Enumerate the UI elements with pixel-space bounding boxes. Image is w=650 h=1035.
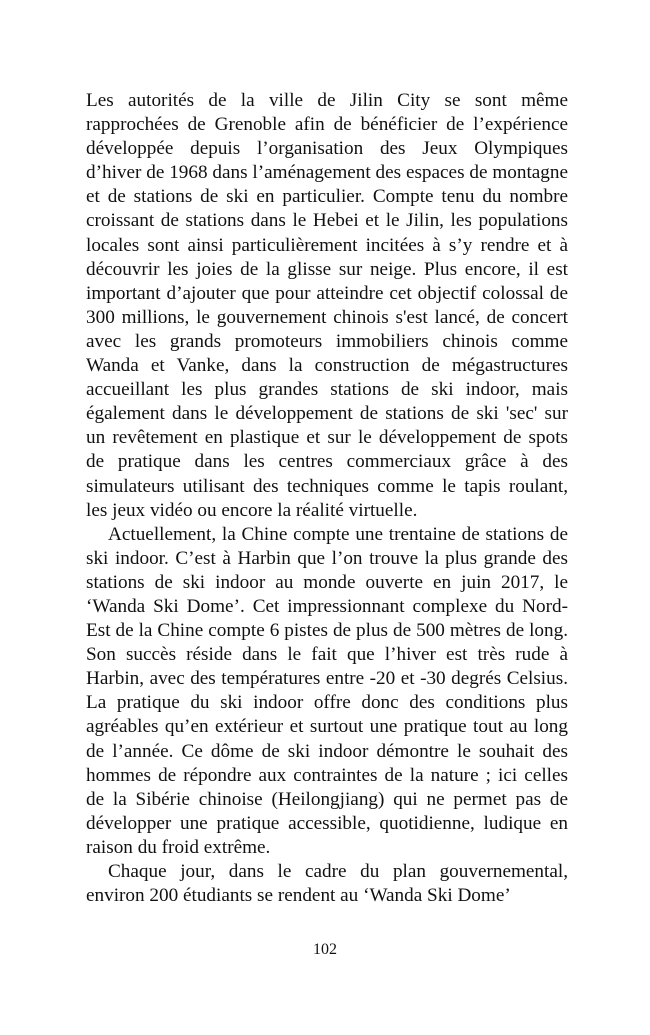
paragraph-indoor-stations: Actuellement, la Chine compte une trentaine de stations de ski indoor. C’est à Harbin que l’on trouve la plus grande des stations de ski indoor au monde ouverte en juin 2017, le ‘Wanda Ski Dome’. Cet impressionnant complexe du Nord-Est de la Chine compte 6 pistes de plus de 500 mètres de long. Son succès réside dans le fait que l’hiver est très rude à Harbin, avec des températures entre -20 et -30 degrés Celsius. La pratique du ski indoor offre donc des conditions plus agréables qu’en extérieur et surtout une pratique tout au long de l’année. Ce dôme de ski indoor démontre le souhait des hommes de répondre aux contraintes de la nature ; ici celles de la Sibérie chinoise (Heilongjiang) qui ne permet pas de développer une pratique accessible, quotidienne, ludique en raison du froid extrême. [86, 523, 568, 858]
paragraph-jilin-grenoble: Les autorités de la ville de Jilin City se sont même rapprochées de Grenoble afin de bénéficier de l’expérience développée depuis l’organisation des Jeux Olympiques d’hiver de 1968 dans l’aménagement des espaces de montagne et de stations de ski en particulier. Compte tenu du nombre croissant de stations dans le Hebei et le Jilin, les populations locales sont ainsi particulièrement incitées à s’y rendre et à découvrir les joies de la glisse sur neige. Plus encore, il est important d’ajouter que pour atteindre cet objectif colossal de 300 millions, le gouvernement chinois s'est lancé, de concert avec les grands promoteurs immobiliers chinois comme Wanda et Vanke, dans la construction de mégastructures accueillant les plus grandes stations de ski indoor, mais également dans le développement de stations de ski 'sec' sur un revêtement en plastique et sur le développement de spots de pratique dans les centres commerciaux grâce à des simulateurs utilisant des techniques comme le tapis roulant, les jeux vidéo ou encore la réalité virtuelle. [86, 90, 568, 521]
page-number: 102 [313, 941, 337, 958]
body-text [86, 89, 568, 908]
paragraph-daily-students: Chaque jour, dans le cadre du plan gouvernemental, environ 200 étudiants se rendent au ‘Wanda Ski Dome’ [86, 861, 568, 907]
